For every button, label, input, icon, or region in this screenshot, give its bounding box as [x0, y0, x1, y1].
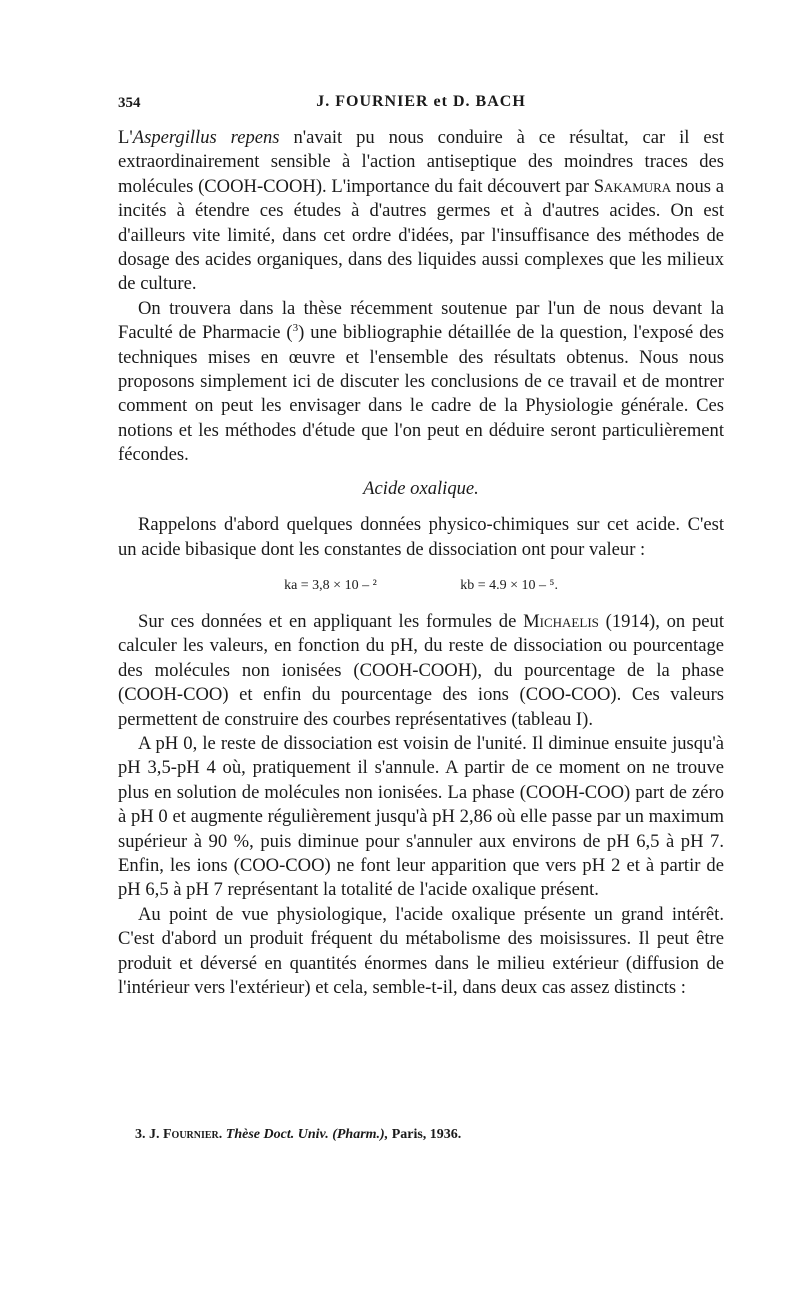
paragraph-1 [118, 126, 724, 297]
paragraph-3: Rappelons d'abord quelques données physico-chimiques sur cet acide. C'est un acide bibasique dont les constantes de dissociation ont pour valeur : [118, 514, 724, 560]
paragraph-5: A pH 0, le reste de dissociation est voisin de l'unité. Il diminue ensuite jusqu'à pH 3,5-pH 4 où, pratiquement il s'annule. A partir de ce moment on ne trouve plus en solution de molécules non ionisées. La phase (COOH-COO) part de zéro à pH 0 et augmente régulièrement jusqu'à pH 2,86 où elle passe par un maximum supérieur à 90 %, puis diminue pour s'annuler aux environs de pH 6,5 à pH 7. Enfin, les ions (COO-COO) ne font leur apparition que vers pH 2 et à partir de pH 6,5 à pH 7 représentant la totalité de l'acide oxalique présent. [118, 732, 724, 901]
text-run: (1914), on peut calculer les valeurs, en fonction du pH, du reste de dissociation ou pourcentage des molécules non ionisées (COOH-COOH), du pourcentage de la phase (COOH-COO) et enfin du pourcentage des ions (COO-COO). Ces valeurs permettent de construire des courbes représentatives (tableau I). [118, 610, 725, 730]
species-name: Aspergillus repens [132, 127, 280, 148]
footnote [135, 1125, 735, 1145]
paragraph-6: Au point de vue physiologique, l'acide oxalique présente un grand intérêt. C'est d'abord un produit fréquent du métabolisme des moisissures. Il peut être produit et déversé en quantités énormes dans le milieu extérieur (diffusion de l'intérieur vers l'extérieur) et cela, semble-t-il, dans deux cas assez distincts : [118, 903, 724, 998]
body-text [118, 126, 724, 1000]
constant-kb: kb = 4.9 × 10 – ⁵. [460, 577, 558, 593]
text-run: Sur ces données et en appliquant les formules de [138, 610, 524, 632]
footnote-title: Thèse Doct. Univ. (Pharm.), [222, 1127, 389, 1142]
constant-ka: ka = 3,8 × 10 – ² [284, 577, 377, 593]
text-run: On trouvera dans la thèse récemment soutenue par l'un de nous devant la Faculté de Pharmacie ( [118, 297, 724, 344]
footnote-place-year: Paris, 1936. [388, 1127, 462, 1142]
footnote-reference: 3 [292, 322, 299, 335]
text-run: nous a incités à étendre ces études à d'autres germes et à d'autres acides. On est d'ailleurs vite limité, dans cet ordre d'idées, par l'insuffisance des méthodes de dosage des acides organiques, dans des liquides aussi complexes que les milieux de culture. [118, 175, 724, 295]
text-run: n'avait pu nous conduire à ce résultat, car il est extraordinairement sensible à l'action antiseptique des moindres traces des molécules (COOH-COOH). L'importance du fait découvert par [118, 127, 725, 197]
running-head [118, 93, 724, 115]
dissociation-constants [118, 574, 724, 598]
paragraph-2 [118, 297, 724, 468]
author-name: Michaelis [523, 610, 599, 632]
footnote-author: J. Fournier. [149, 1127, 223, 1142]
section-heading: Acide oxalique. [363, 477, 479, 499]
text-run: ) une bibliographie détaillée de la question, l'exposé des techniques mises en œuvre et l'ensemble des résultats obtenus. Nous nous proposons simplement ici de discuter les conclusions de ce travail et de montrer comment on peut les envisager dans le cadre de la Physiologie générale. Ces notions et les méthodes d'étude que l'on peut en déduire seront particulièrement fécondes. [118, 322, 724, 466]
text-run: L' [118, 127, 133, 148]
footnote-number: 3. [135, 1127, 149, 1142]
page-number: 354 [118, 95, 141, 111]
author-name: Sakamura [593, 175, 672, 197]
paragraph-4 [118, 610, 724, 732]
running-title: J. FOURNIER et D. BACH [316, 93, 526, 110]
